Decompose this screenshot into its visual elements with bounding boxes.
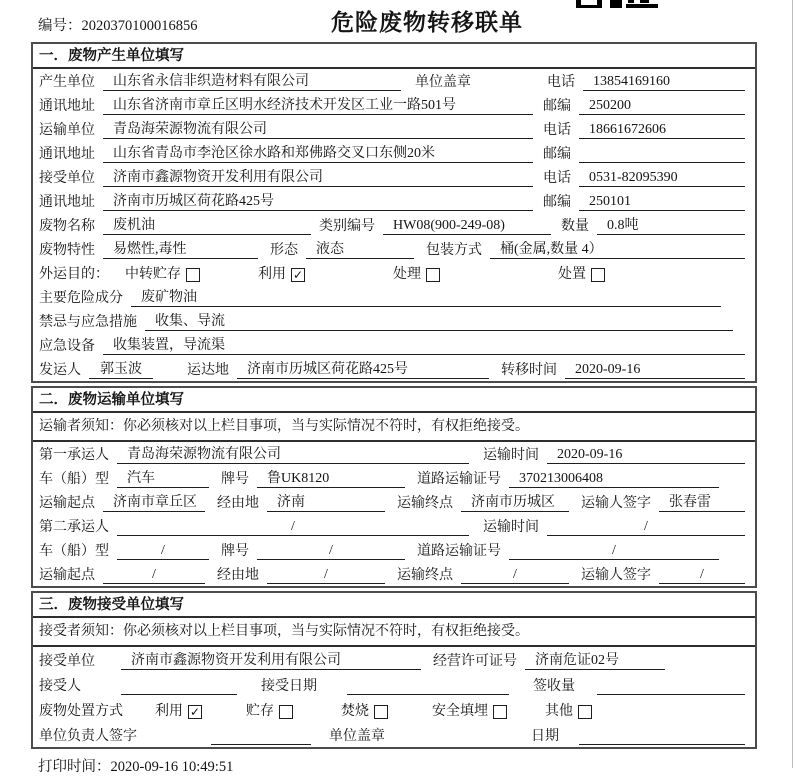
receive-unit-value: 济南市鑫源物资开发利用有限公司 (121, 652, 421, 670)
checkbox-icon (578, 705, 592, 719)
waste-name-value: 废机油 (103, 217, 311, 235)
print-time (38, 755, 796, 776)
zip-label: 邮编 (543, 147, 571, 162)
transfer-time-value: 2020-09-16 (565, 361, 745, 379)
producer-label: 产生单位 (39, 75, 95, 90)
destination-value: 济南市历城区荷花路425号 (237, 361, 489, 379)
section-transporter (31, 386, 757, 588)
consignor-value: 郭玉波 (89, 361, 153, 379)
row-vehicle1 (33, 466, 755, 490)
precautions-value: 收集、导流 (145, 313, 733, 331)
producer-address-value: 山东省济南市章丘区明水经济技术开发区工业一路501号 (103, 97, 533, 115)
date-value (579, 727, 745, 745)
qr-code-icon (576, 0, 658, 8)
row-producer (33, 69, 755, 93)
row-emergency-equipment (33, 333, 755, 357)
received-qty-value (597, 677, 745, 695)
via1-value: 济南 (267, 494, 385, 512)
row-receiver-address (33, 189, 755, 213)
road-permit-label: 道路运输证号 (417, 544, 501, 559)
address-label: 通讯地址 (39, 99, 95, 114)
row-transporter-address (33, 141, 755, 165)
row-responsible-signature (33, 722, 755, 747)
address-label: 通讯地址 (39, 147, 95, 162)
row-route1 (33, 490, 755, 514)
responsible-signature-label: 单位负责人签字 (39, 729, 137, 744)
category-label: 类别编号 (319, 219, 375, 234)
plate1-value: 鲁UK8120 (257, 470, 405, 488)
checkbox-checked-icon: ✓ (189, 704, 201, 719)
purpose-option-transit-storage: 中转贮存 (125, 266, 200, 283)
emergency-equipment-value: 收集装置，导流渠 (103, 337, 745, 355)
row-transporter (33, 117, 755, 141)
disposal-option-storage: 贮存 (246, 703, 293, 720)
producer-zip-value: 250200 (579, 97, 745, 115)
terminus-label: 运输终点 (397, 568, 453, 583)
carrier2-label: 第二承运人 (39, 520, 109, 535)
form-label: 形态 (270, 243, 298, 258)
transporter-label: 运输单位 (39, 123, 95, 138)
page-edge-line (792, 0, 793, 768)
vehicle-type2-value: / (117, 542, 209, 560)
transporter-notice: 运输者须知：你必须核对以上栏目事项，当与实际情况不符时，有权拒绝接受。 (33, 413, 755, 442)
disposal-option-utilize: 利用 ✓ (155, 704, 201, 719)
received-qty-label: 签收量 (533, 679, 575, 694)
receive-unit-label: 接受单位 (39, 654, 95, 669)
date-label: 日期 (531, 729, 559, 744)
checkbox-checked-icon: ✓ (292, 267, 304, 282)
section-producer-title: 一．废物产生单位填写 (33, 44, 755, 69)
document-number (38, 14, 198, 35)
transfer-time-label: 转移时间 (501, 363, 557, 378)
license-value: 济南危证02号 (525, 652, 665, 670)
via-label: 经由地 (217, 496, 259, 511)
row-carrier2 (33, 514, 755, 538)
destination-label: 运达地 (187, 363, 229, 378)
section-receiver (31, 591, 757, 749)
carrier-sign2-value: / (659, 566, 745, 584)
plate-label: 牌号 (221, 544, 249, 559)
transport-time2-value: / (547, 518, 745, 536)
via-label: 经由地 (217, 568, 259, 583)
packing-label: 包装方式 (426, 243, 482, 258)
waste-character-value: 易燃性,毒性 (103, 241, 258, 259)
receiver-phone-value: 0531-82095390 (579, 169, 745, 187)
carrier-sign1-value: 张春雷 (659, 494, 745, 512)
disposal-method-label: 废物处置方式 (39, 704, 123, 719)
row-receiver (33, 165, 755, 189)
precautions-label: 禁忌与应急措施 (39, 315, 137, 330)
checkbox-icon (591, 268, 605, 282)
section-transporter-title: 二．废物运输单位填写 (33, 388, 755, 413)
print-time-value: 2020-09-16 10:49:51 (110, 759, 234, 775)
checkbox-icon (426, 268, 440, 282)
receive-date-label: 接受日期 (261, 679, 317, 694)
recipient-label: 接受人 (39, 679, 81, 694)
row-precautions (33, 309, 755, 333)
road-permit1-value: 370213006408 (509, 470, 719, 488)
checkbox-icon (493, 705, 507, 719)
form-value: 液态 (306, 241, 414, 259)
carrier1-value: 青岛海荣源物流有限公司 (117, 446, 469, 464)
producer-phone-value: 13854169160 (583, 73, 745, 91)
main-hazard-label: 主要危险成分 (39, 291, 123, 306)
packing-value: 桶(金属,数量 4） (490, 241, 745, 259)
row-carrier1 (33, 442, 755, 466)
phone-label: 电话 (543, 123, 571, 138)
zip-label: 邮编 (543, 99, 571, 114)
row-transfer-purpose (33, 261, 755, 285)
document-number-label: 编号： (38, 18, 82, 34)
quantity-label: 数量 (561, 219, 589, 234)
origin-label: 运输起点 (39, 496, 95, 511)
carrier2-value: / (117, 518, 469, 536)
receive-date-value (347, 677, 509, 695)
row-main-hazard (33, 285, 755, 309)
transport-time-label: 运输时间 (483, 520, 539, 535)
vehicle-type-label: 车（船）型 (39, 472, 109, 487)
transporter-zip-value (579, 145, 745, 163)
waste-name-label: 废物名称 (39, 219, 95, 234)
row-vehicle2 (33, 538, 755, 562)
road-permit2-value: / (509, 542, 719, 560)
via2-value: / (267, 566, 385, 584)
responsible-signature-value (211, 727, 311, 745)
row-waste-character (33, 237, 755, 261)
purpose-label: 外运目的： (39, 267, 109, 282)
carrier-sign-label: 运输人签字 (581, 568, 651, 583)
address-label: 通讯地址 (39, 195, 95, 210)
disposal-option-incinerate: 焚烧 (341, 703, 388, 720)
terminus1-value: 济南市历城区 (461, 494, 569, 512)
unit-seal-label: 单位盖章 (415, 75, 471, 90)
unit-seal-label: 单位盖章 (329, 729, 385, 744)
receiver-value: 济南市鑫源物资开发利用有限公司 (103, 169, 533, 187)
origin2-value: / (103, 566, 205, 584)
receiver-notice: 接受者须知：你必须核对以上栏目事项，当与实际情况不符时，有权拒绝接受。 (33, 618, 755, 647)
terminus-label: 运输终点 (397, 496, 453, 511)
plate-label: 牌号 (221, 472, 249, 487)
document-number-value: 2020370100016856 (81, 18, 198, 34)
receiver-label: 接受单位 (39, 171, 95, 186)
main-hazard-value: 废矿物油 (131, 289, 721, 307)
disposal-option-other: 其他 (545, 703, 592, 720)
recipient-value (121, 677, 237, 695)
consignor-label: 发运人 (39, 363, 81, 378)
origin-label: 运输起点 (39, 568, 95, 583)
checkbox-icon (186, 268, 200, 282)
transporter-phone-value: 18661672606 (579, 121, 745, 139)
transport-time-label: 运输时间 (483, 448, 539, 463)
purpose-option-dispose: 处置 (558, 266, 605, 283)
purpose-option-utilize: 利用 ✓ (258, 267, 304, 282)
emergency-equipment-label: 应急设备 (39, 339, 95, 354)
license-label: 经营许可证号 (433, 654, 517, 669)
row-route2 (33, 562, 755, 586)
document-title: 危险废物转移联单 (331, 10, 523, 35)
checkbox-icon (279, 705, 293, 719)
plate2-value: / (257, 542, 405, 560)
category-value: HW08(900-249-08) (383, 217, 551, 235)
document-header (0, 0, 796, 42)
vehicle-type1-value: 汽车 (117, 470, 209, 488)
zip-label: 邮编 (543, 195, 571, 210)
transporter-address-value: 山东省青岛市李沧区徐水路和郑佛路交叉口东侧20米 (103, 145, 533, 163)
checkbox-icon (374, 705, 388, 719)
row-disposal-method (33, 697, 755, 722)
section-producer (31, 42, 757, 383)
vehicle-type-label: 车（船）型 (39, 544, 109, 559)
carrier1-label: 第一承运人 (39, 448, 109, 463)
carrier-sign-label: 运输人签字 (581, 496, 651, 511)
phone-label: 电话 (547, 75, 575, 90)
road-permit-label: 道路运输证号 (417, 472, 501, 487)
purpose-option-treat: 处理 (393, 266, 440, 283)
transporter-value: 青岛海荣源物流有限公司 (103, 121, 533, 139)
receiver-zip-value: 250101 (579, 193, 745, 211)
row-waste-name (33, 213, 755, 237)
waste-character-label: 废物特性 (39, 243, 95, 258)
row-producer-address (33, 93, 755, 117)
transport-time1-value: 2020-09-16 (547, 446, 745, 464)
phone-label: 电话 (543, 171, 571, 186)
quantity-value: 0.8吨 (597, 217, 745, 235)
receiver-address-value: 济南市历城区荷花路425号 (103, 193, 533, 211)
section-receiver-title: 三．废物接受单位填写 (33, 593, 755, 618)
terminus2-value: / (461, 566, 569, 584)
row-receive-unit (33, 647, 755, 672)
row-recipient (33, 672, 755, 697)
producer-value: 山东省永信非织造材料有限公司 (103, 73, 401, 91)
disposal-option-landfill: 安全填埋 (432, 703, 507, 720)
print-time-label: 打印时间： (38, 759, 111, 775)
origin1-value: 济南市章丘区 (103, 494, 205, 512)
row-consignor (33, 357, 755, 381)
